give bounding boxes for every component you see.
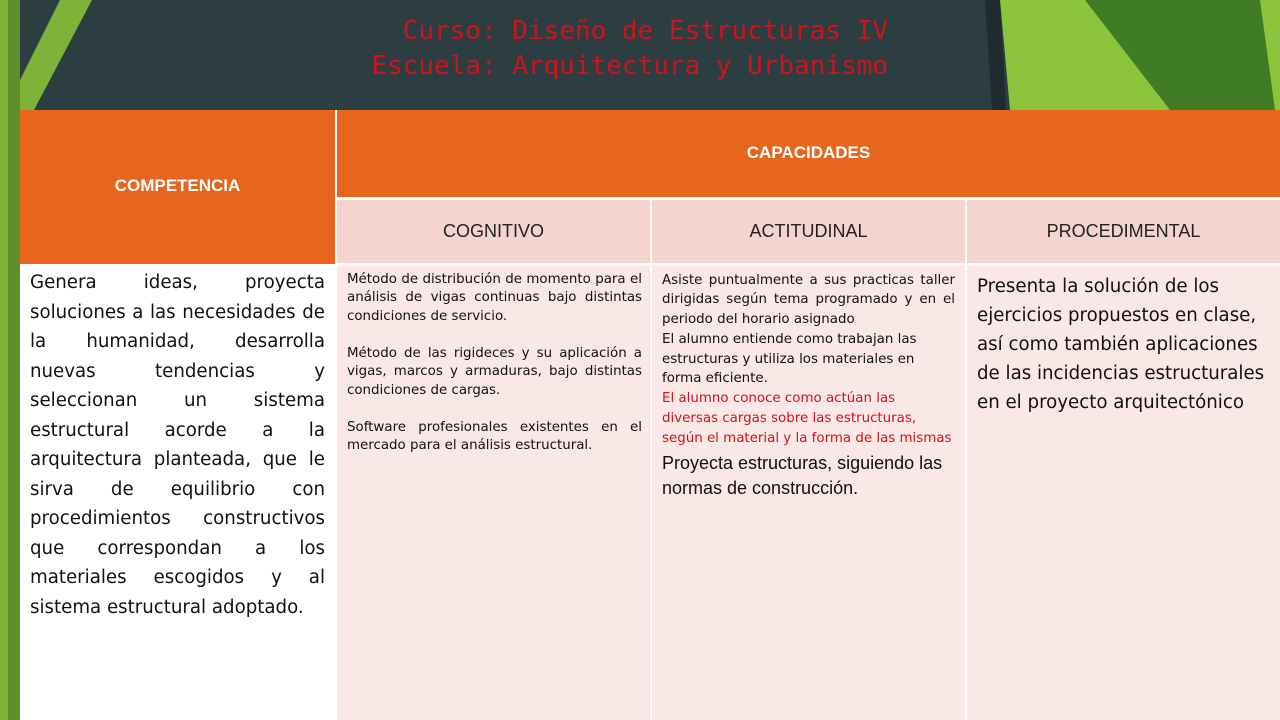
left-green-band-light xyxy=(0,0,8,720)
school-title: Escuela: Arquitectura y Urbanismo xyxy=(371,51,888,81)
slide-title xyxy=(300,14,888,84)
procedimental-cell xyxy=(966,264,1280,720)
cognitivo-list xyxy=(337,266,650,456)
cognitivo-item: Software profesionales existentes en el mercado para el análisis estructural. xyxy=(347,419,642,453)
course-title: Curso: Diseño de Estructuras IV xyxy=(402,16,888,46)
cognitivo-cell xyxy=(336,264,651,720)
cognitivo-header: COGNITIVO xyxy=(336,198,651,264)
actitudinal-cell xyxy=(651,264,966,720)
competencia-header: COMPETENCIA xyxy=(20,110,336,264)
cognitivo-item: Método de las rigideces y su aplicación a vigas, marcos y armaduras, bajo distintas condiciones de cargas. xyxy=(347,345,642,398)
actitudinal-item: Proyecta estructuras, siguiendo las normas de construcción. xyxy=(662,452,943,498)
actitudinal-item: El alumno entiende como trabajan las estructuras y utiliza los materiales en forma eficiente. xyxy=(662,331,917,387)
competencia-cell xyxy=(20,264,336,720)
cognitivo-item: Método de distribución de momento para el análisis de vigas continuas bajo distintas condiciones de servicio. xyxy=(347,271,642,324)
actitudinal-item: Asiste puntualmente a sus practicas taller dirigidas según tema programado y en el periodo del horario asignado xyxy=(662,272,955,328)
capacidades-header: CAPACIDADES xyxy=(336,110,1280,198)
competencia-text: Genera ideas, proyecta soluciones a las necesidades de la humanidad, desarrolla nuevas tendencias y seleccionan un sistema estructural acorde a la arquitectura planteada, que le sirva de equilibrio con procedimientos constructivos que correspondan a los materiales escogidos y al sistema estructural adoptado. xyxy=(30,272,325,618)
capacidades-table xyxy=(20,110,1280,720)
procedimental-header: PROCEDIMENTAL xyxy=(966,198,1280,264)
actitudinal-list xyxy=(652,266,965,501)
actitudinal-item-highlight: El alumno conoce como actúan las diversas cargas sobre las estructuras, según el material y la forma de las mismas xyxy=(662,391,952,446)
procedimental-text: Presenta la solución de los ejercicios propuestos en clase, así como también aplicaciones de las incidencias estructurales en el proyecto arquitectónico xyxy=(977,275,1265,413)
actitudinal-header: ACTITUDINAL xyxy=(651,198,966,264)
